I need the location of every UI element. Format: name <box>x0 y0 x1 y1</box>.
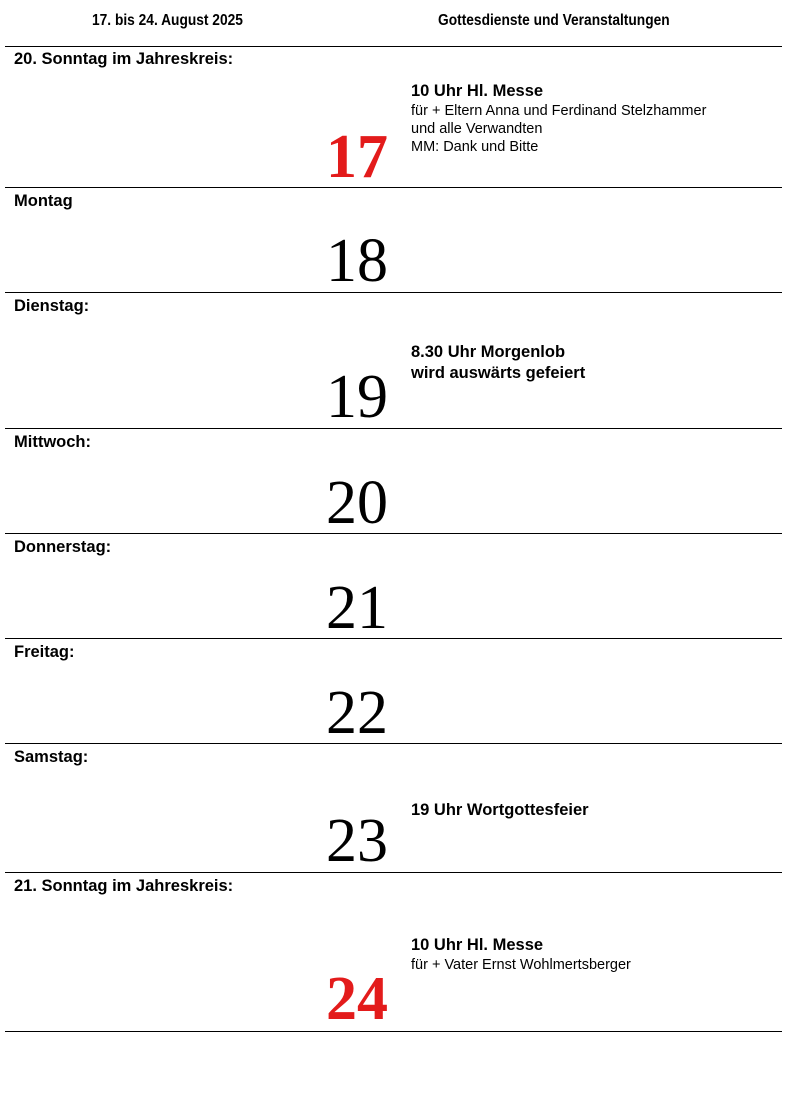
day-number: 23 <box>326 807 388 875</box>
day-label: Mittwoch: <box>14 433 91 451</box>
week-range: 17. bis 24. August 2025 <box>92 12 243 29</box>
day-number: 17 <box>326 123 388 191</box>
divider-line <box>5 638 782 639</box>
day-number: 19 <box>326 363 388 431</box>
day-number: 21 <box>326 574 388 642</box>
event-entry <box>411 800 771 821</box>
divider-line <box>5 292 782 293</box>
event-title: 10 Uhr Hl. Messe <box>411 936 544 954</box>
event-entry <box>411 81 771 156</box>
event-entry <box>411 342 771 384</box>
divider-line <box>5 428 782 429</box>
page-header <box>0 0 786 46</box>
divider-line <box>5 533 782 534</box>
event-detail: MM: Dank und Bitte <box>411 139 539 155</box>
day-label: Freitag: <box>14 643 75 661</box>
divider-line <box>5 872 782 873</box>
day-label: 21. Sonntag im Jahreskreis: <box>14 877 234 895</box>
divider-line <box>5 1031 782 1032</box>
event-title-secondary: wird auswärts gefeiert <box>411 364 586 382</box>
day-label: Donnerstag: <box>14 538 112 556</box>
day-label: Dienstag: <box>14 297 90 315</box>
day-number: 20 <box>326 469 388 537</box>
divider-line <box>5 743 782 744</box>
day-label: 20. Sonntag im Jahreskreis: <box>14 50 234 68</box>
event-title: 10 Uhr Hl. Messe <box>411 82 544 100</box>
day-number: 18 <box>326 227 388 295</box>
event-entry <box>411 935 771 974</box>
event-detail: und alle Verwandten <box>411 121 543 137</box>
day-number: 24 <box>326 965 388 1033</box>
event-title: 19 Uhr Wortgottesfeier <box>411 801 589 819</box>
divider-line <box>5 187 782 188</box>
day-label: Montag <box>14 192 73 210</box>
divider-line <box>5 46 782 47</box>
day-number: 22 <box>326 679 388 747</box>
event-title: 8.30 Uhr Morgenlob <box>411 343 566 361</box>
event-detail: für + Vater Ernst Wohlmertsberger <box>411 957 631 973</box>
day-label: Samstag: <box>14 748 89 766</box>
event-detail: für + Eltern Anna und Ferdinand Stelzhammer <box>411 103 707 119</box>
column-title: Gottesdienste und Veranstaltungen <box>438 12 670 29</box>
